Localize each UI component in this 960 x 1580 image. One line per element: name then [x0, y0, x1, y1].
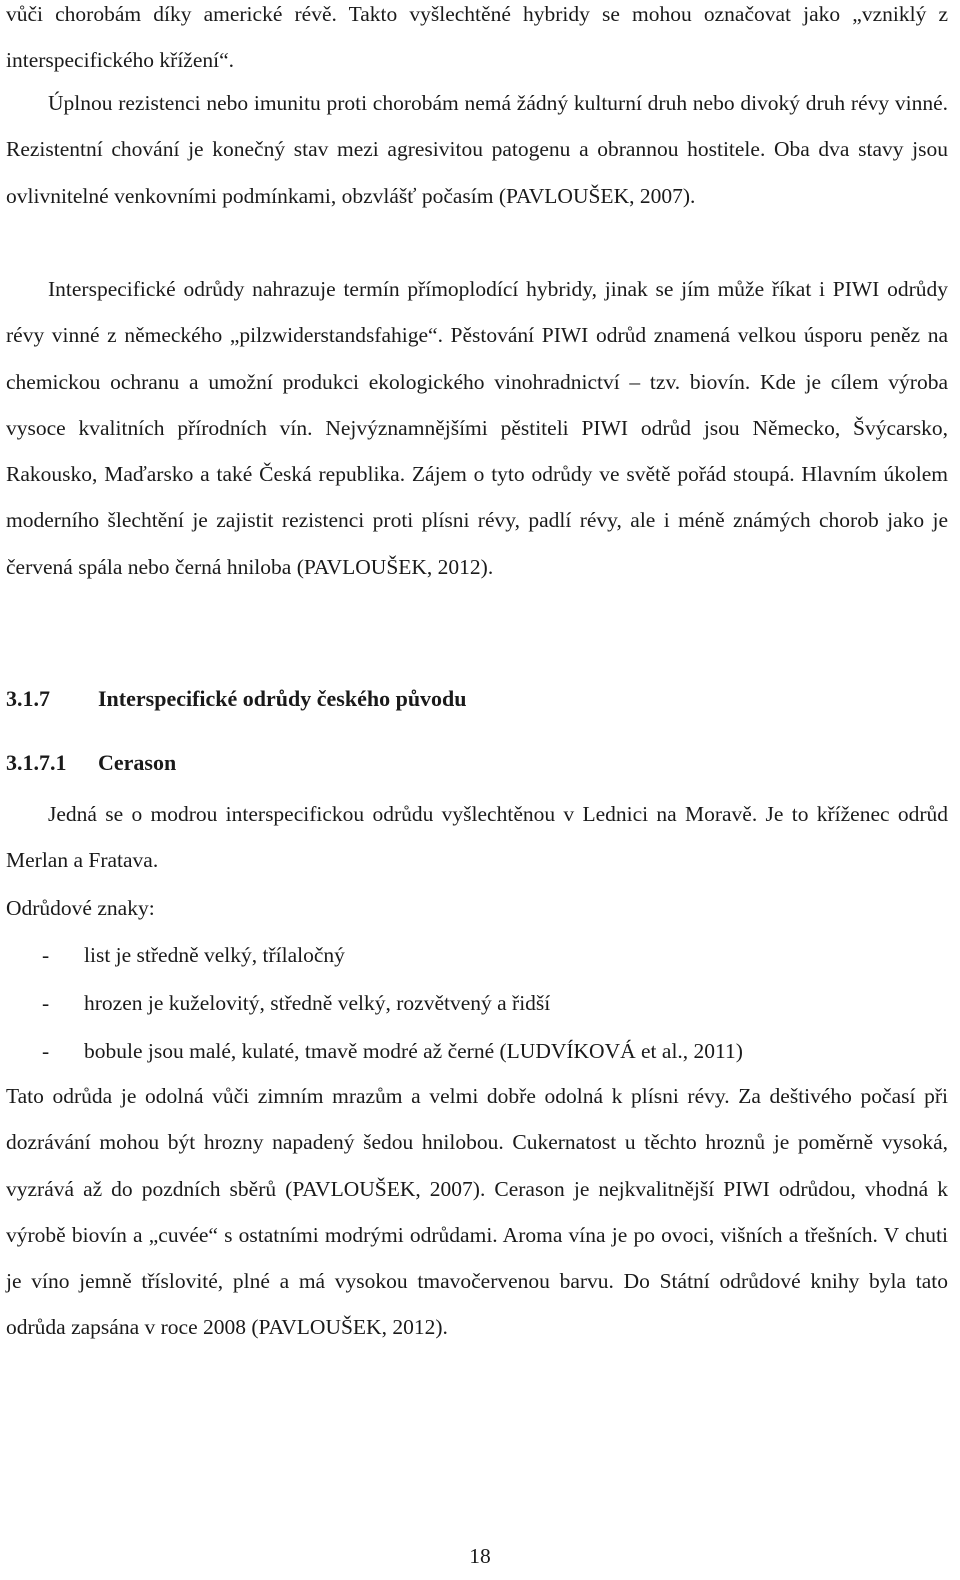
paragraph-cerason-description: Tato odrůda je odolná vůči zimním mrazům a velmi dobře odolná k plísni révy. Za deštivého počasí při dozrávání mohou být hrozny napadený šedou hnilobou. Cukernatost u těchto hroznů je poměrně vysoká, vyzrává až do pozdních sběrů (PAVLOUŠEK, 2007). Cerason je nejkvalitnější PIWI odrůdou, vhodná k výrobě biovín a „cuvée“ s ostatními modrými odrůdami. Aroma vína je po ovoci, višních a třešních. V chuti je víno jemně tříslovité, plné a má vysokou tmavočervenou barvu. Do Státní odrůdové knihy byla tato odrůda zapsána v roce 2008 (PAVLOUŠEK, 2012). [6, 1084, 948, 1340]
list-dash: - [42, 1039, 50, 1063]
list-item [6, 988, 550, 1018]
list-item [6, 940, 345, 970]
list-item-text: hrozen je kuželovitý, středně velký, rozvětvený a řidší [84, 991, 551, 1015]
subsection-number: 3.1.7.1 [6, 750, 67, 775]
list-dash: - [42, 943, 50, 967]
list-dash: - [42, 991, 50, 1015]
list-item-text: bobule jsou malé, kulaté, tmavě modré až černé (LUDVÍKOVÁ et al., 2011) [84, 1039, 743, 1063]
section-number: 3.1.7 [6, 686, 50, 711]
list-item [6, 1036, 743, 1066]
section-heading [6, 684, 467, 714]
page-number: 18 [469, 1544, 491, 1568]
subsection-title: Cerason [98, 750, 177, 775]
paragraph-piwi: Interspecifické odrůdy nahrazuje termín přímoplodící hybridy, jinak se jím může říkat i PIWI odrůdy révy vinné z německého „pilzwiderstandsfahige“. Pěstování PIWI odrůd znamená velkou úsporu peněz na chemickou ochranu a umožní produkci ekologického vinohradnictví – tzv. biovín. Kde je cílem výroba vysoce kvalitních přírodních vín. Nejvýznamnějšími pěstiteli PIWI odrůd jsou Německo, Švýcarsko, Rakousko, Maďarsko a také Česká republika. Zájem o tyto odrůdy ve světě pořád stoupá. Hlavním úkolem moderního šlechtění je zajistit rezistenci proti plísni révy, padlí révy, ale i méně známých chorob jako je červená spála nebo černá hniloba (PAVLOUŠEK, 2012). [6, 277, 948, 579]
paragraph-cerason-origin: Jedná se o modrou interspecifickou odrůdu vyšlechtěnou v Lednici na Moravě. Je to kříženec odrůd Merlan a Fratava. [6, 802, 948, 873]
traits-label: Odrůdové znaky: [6, 896, 155, 920]
paragraph-resistance: Úplnou rezistenci nebo imunitu proti chorobám nemá žádný kulturní druh nebo divoký druh révy vinné. Rezistentní chování je konečný stav mezi agresivitou patogenu a obrannou hostitele. Oba dva stavy jsou ovlivnitelné venkovními podmínkami, obzvlášť počasím (PAVLOUŠEK, 2007). [6, 91, 948, 208]
paragraph-intro-continuation: vůči chorobám díky americké révě. Takto vyšlechtěné hybridy se mohou označovat jako „vzniklý z interspecifického křížení“. [6, 2, 948, 73]
list-item-text: list je středně velký, třílaločný [84, 943, 345, 967]
section-title: Interspecifické odrůdy českého původu [98, 686, 467, 711]
subsection-heading [6, 748, 176, 778]
